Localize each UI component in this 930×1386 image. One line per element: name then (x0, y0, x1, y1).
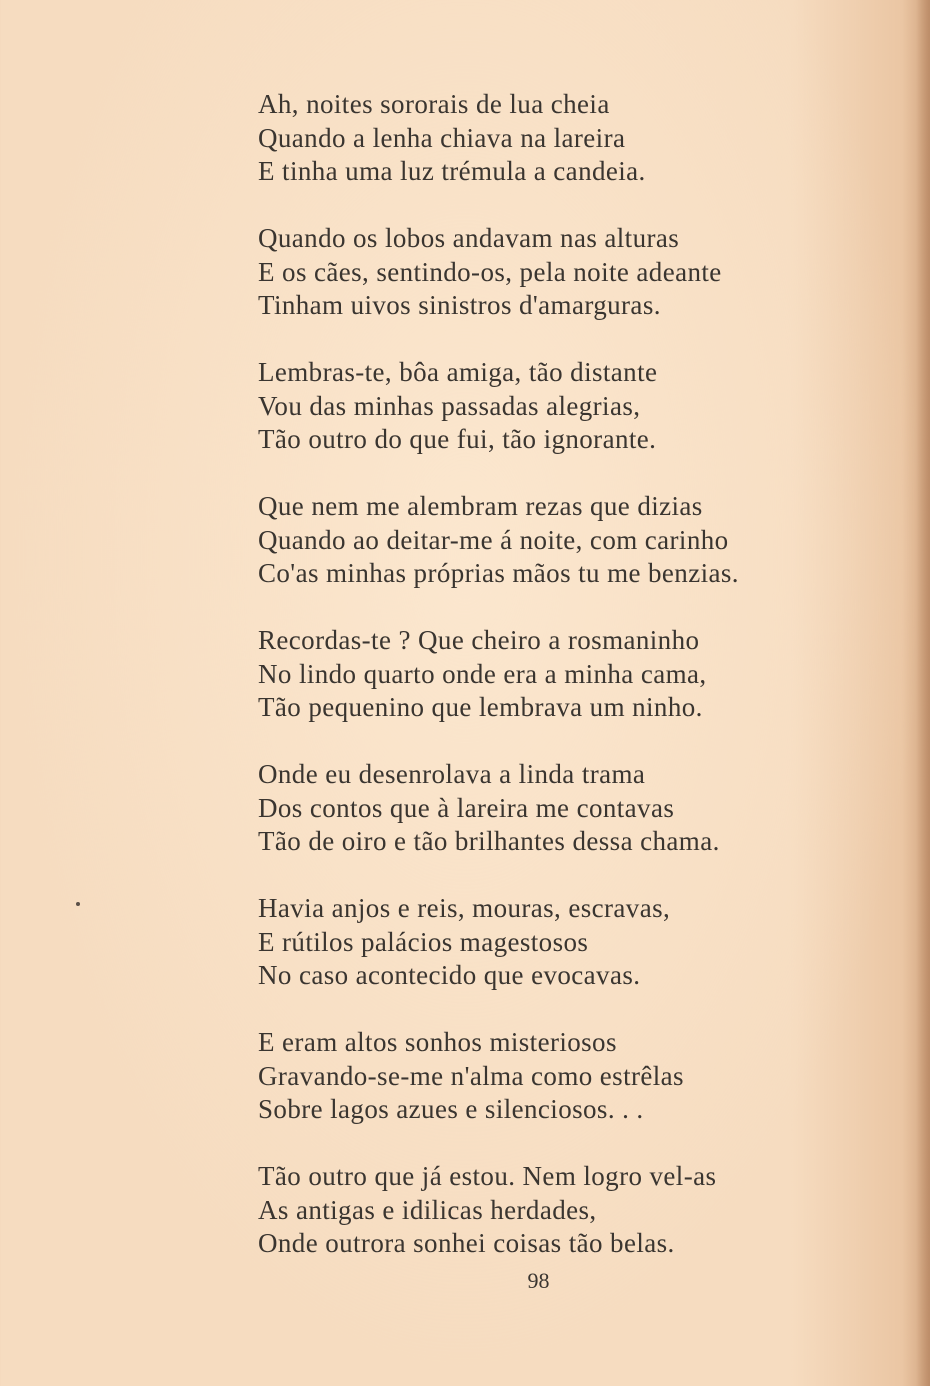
verse-line: Tão outro do que fui, tão ignorante. (258, 424, 657, 454)
stanza (258, 758, 858, 859)
verse-line: Lembras-te, bôa amiga, tão distante (258, 357, 658, 387)
verse-line: Vou das minhas passadas alegrias, (258, 390, 641, 421)
verse-line: Tinham uivos sinistros d'amarguras. (258, 290, 661, 320)
poem-body (258, 88, 858, 1294)
stanza (258, 1026, 858, 1127)
verse-line: Recordas-te ? Que cheiro a rosmaninho (258, 625, 700, 655)
verse-line: As antigas e idilicas herdades, (258, 1194, 597, 1225)
verse-line: Tão de oiro e tão brilhantes dessa chama. (258, 826, 720, 856)
stanza (258, 490, 858, 591)
verse-line: Quando os lobos andavam nas alturas (258, 223, 680, 253)
verse-line: Quando a lenha chiava na lareira (258, 122, 626, 153)
verse-line: Quando ao deitar-me á noite, com carinho (258, 524, 729, 555)
stanza (258, 222, 858, 323)
page-edge-shadow (916, 0, 930, 1386)
paper-speck (76, 902, 80, 906)
verse-line: Gravando-se-me n'alma como estrêlas (258, 1060, 684, 1091)
stanza (258, 624, 858, 725)
verse-line: Dos contos que à lareira me contavas (258, 792, 675, 823)
stanza (258, 88, 858, 189)
verse-line: Que nem me alembram rezas que dizias (258, 491, 703, 521)
verse-line: No lindo quarto onde era a minha cama, (258, 658, 707, 689)
verse-line: Sobre lagos azues e silenciosos. . . (258, 1094, 644, 1124)
page-number: 98 (527, 1268, 550, 1293)
verse-line: E os cães, sentindo-os, pela noite adeante (258, 256, 722, 287)
verse-line: Co'as minhas próprias mãos tu me benzias. (258, 558, 739, 588)
stanza (258, 356, 858, 457)
verse-line: Tão pequenino que lembrava um ninho. (258, 692, 703, 722)
verse-line: Onde eu desenrolava a linda trama (258, 759, 646, 789)
verse-line: Ah, noites sororais de lua cheia (258, 89, 610, 119)
verse-line: No caso acontecido que evocavas. (258, 960, 641, 990)
verse-line: Onde outrora sonhei coisas tão belas. (258, 1228, 675, 1258)
verse-line: E tinha uma luz trémula a candeia. (258, 156, 646, 186)
stanza (258, 1160, 858, 1261)
verse-line: Havia anjos e reis, mouras, escravas, (258, 893, 671, 923)
stanza (258, 892, 858, 993)
verse-line: Tão outro que já estou. Nem logro vel-as (258, 1161, 717, 1191)
verse-line: E rútilos palácios magestosos (258, 926, 589, 957)
verse-line: E eram altos sonhos misteriosos (258, 1027, 617, 1057)
